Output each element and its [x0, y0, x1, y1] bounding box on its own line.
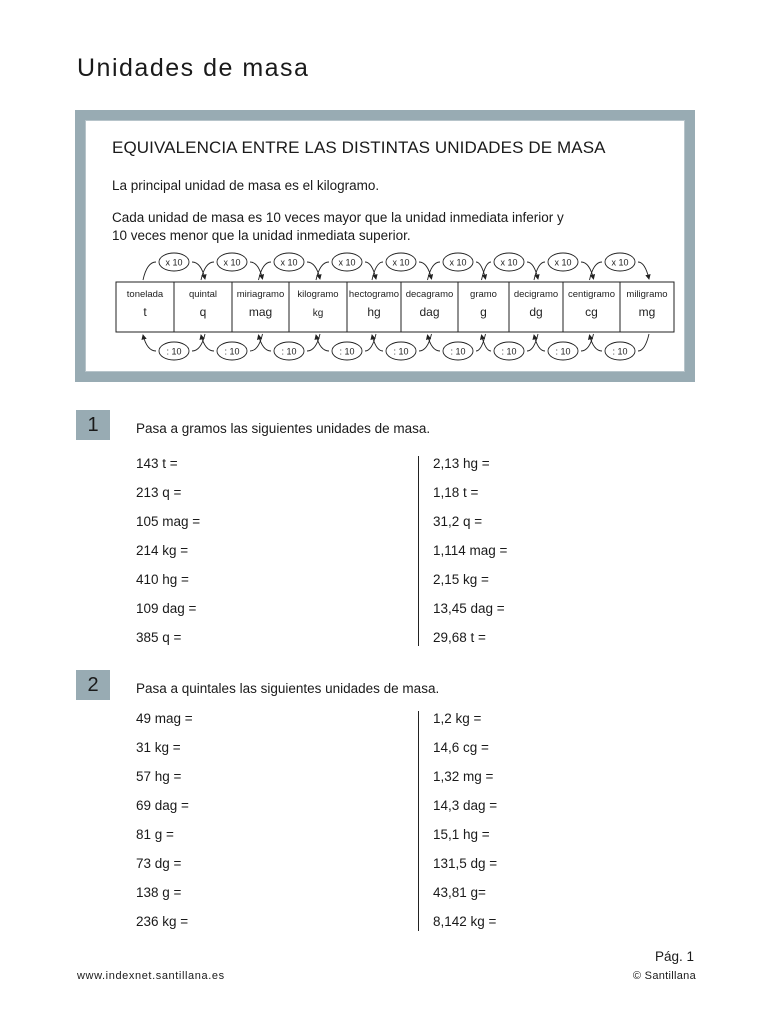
- unit-name: hectogramo: [348, 289, 400, 300]
- exercise-1-right-column: [433, 457, 507, 660]
- exercise-2-right-item: 14,6 cg =: [433, 740, 489, 755]
- multiply-arrow: [419, 262, 432, 279]
- unit-name: miligramo: [626, 289, 668, 300]
- multiply-arrow: [192, 262, 205, 279]
- unit-symbol: kg: [312, 308, 324, 319]
- divide-arrow: [259, 335, 272, 351]
- unit-name: gramo: [470, 289, 497, 300]
- exercise-1-left-column: [136, 457, 200, 660]
- divide-arrow: [428, 335, 441, 351]
- exercise-2-right-item: 8,142 kg =: [433, 914, 497, 929]
- exercise-2-right-item: 43,81 g=: [433, 885, 486, 900]
- multiply-label: x 10: [223, 257, 241, 268]
- unit-name: quintal: [189, 289, 217, 300]
- divide-arrow: [316, 335, 329, 351]
- exercise-2-left-item: 31 kg =: [136, 740, 181, 755]
- unit-symbol: g: [480, 305, 487, 319]
- multiply-arrow-tail: [143, 262, 156, 280]
- exercise-1-right-item: 2,13 hg =: [433, 456, 490, 471]
- equivalence-line-1: La principal unidad de masa es el kilogramo.: [112, 178, 380, 193]
- unit-symbol: t: [143, 305, 147, 319]
- multiply-label: x 10: [280, 257, 298, 268]
- unit-name: decigramo: [513, 289, 559, 300]
- exercise-2-left-item: 138 g =: [136, 885, 182, 900]
- unit-name: kilogramo: [297, 289, 339, 300]
- exercise-2-left-item: 73 dg =: [136, 856, 182, 871]
- divide-label: : 10: [501, 346, 517, 357]
- exercise-2-right-item: 1,2 kg =: [433, 711, 482, 726]
- divide-label: : 10: [612, 346, 628, 357]
- exercise-1-right-item: 29,68 t =: [433, 630, 486, 645]
- page-title: Unidades de masa: [77, 54, 310, 82]
- unit-symbol: dag: [419, 305, 440, 319]
- exercise-2-right-item: 1,32 mg =: [433, 769, 494, 784]
- multiply-label: x 10: [449, 257, 467, 268]
- divide-arrow-tail: [638, 334, 649, 351]
- multiply-label: x 10: [392, 257, 410, 268]
- multiply-arrow: [581, 262, 594, 279]
- exercise-2-number: 2: [76, 670, 110, 700]
- divide-arrow: [143, 335, 156, 351]
- exercise-2-instruction: Pasa a quintales las siguientes unidades de masa.: [136, 681, 440, 696]
- divide-arrow: [201, 335, 214, 351]
- exercise-2-left-item: 69 dag =: [136, 798, 189, 813]
- exercise-1-left-item: 385 q =: [136, 630, 182, 645]
- exercise-1-divider: [418, 456, 419, 646]
- exercise-1-right-item: 1,114 mag =: [433, 543, 508, 558]
- exercise-1-instruction: Pasa a gramos las siguientes unidades de masa.: [136, 421, 431, 436]
- multiply-arrow-tail: [316, 262, 329, 280]
- exercise-1-right-item: 2,15 kg =: [433, 572, 489, 587]
- units-conversion-diagram: [75, 110, 695, 382]
- unit-symbol: hg: [367, 305, 381, 319]
- exercise-1-right-item: 13,45 dag =: [433, 601, 505, 616]
- multiply-arrow: [307, 262, 320, 279]
- exercise-1-left-item: 143 t =: [136, 456, 178, 471]
- equivalence-line-3: 10 veces menor que la unidad inmediata superior.: [112, 228, 411, 243]
- unit-symbol: dg: [529, 305, 543, 319]
- exercise-1-left-item: 105 mag =: [136, 514, 201, 529]
- unit-symbol: mg: [638, 305, 656, 319]
- footer-website: www.indexnet.santillana.es: [77, 970, 225, 982]
- multiply-label: x 10: [611, 257, 629, 268]
- equivalence-line-2: Cada unidad de masa es 10 veces mayor que la unidad inmediata inferior y: [112, 210, 564, 225]
- exercise-2-left-item: 81 g =: [136, 827, 174, 842]
- multiply-arrow: [638, 262, 649, 279]
- exercise-1-right-item: 31,2 q =: [433, 514, 483, 529]
- exercise-2-left-item: 236 kg =: [136, 914, 189, 929]
- exercise-1-left-item: 109 dag =: [136, 601, 197, 616]
- unit-symbol: cg: [585, 305, 598, 319]
- exercise-1-number: 1: [76, 410, 110, 440]
- exercise-2-left-item: 57 hg =: [136, 769, 182, 784]
- multiply-arrow-tail: [201, 262, 214, 280]
- exercise-2-right-item: 131,5 dg =: [433, 856, 498, 871]
- unit-name: miriagramo: [236, 289, 285, 300]
- exercise-2-right-item: 15,1 hg =: [433, 827, 490, 842]
- exercise-1-left-item: 214 kg =: [136, 543, 189, 558]
- exercise-1-left-item: 410 hg =: [136, 572, 189, 587]
- unit-name: decagramo: [405, 289, 454, 300]
- unit-symbol: mag: [248, 305, 273, 319]
- exercise-2-left-item: 49 mag =: [136, 711, 193, 726]
- divide-label: : 10: [281, 346, 297, 357]
- exercise-1-left-item: 213 q =: [136, 485, 182, 500]
- divide-arrow: [590, 335, 603, 351]
- unit-symbol: q: [199, 305, 207, 319]
- exercise-2-left-column: [136, 712, 193, 944]
- exercise-1-right-item: 1,18 t =: [433, 485, 479, 500]
- divide-label: : 10: [339, 346, 355, 357]
- multiply-label: x 10: [338, 257, 356, 268]
- exercise-2-right-item: 14,3 dag =: [433, 798, 498, 813]
- divide-label: : 10: [393, 346, 409, 357]
- page-number: Pág. 1: [654, 949, 694, 964]
- equivalence-content: [75, 110, 695, 382]
- multiply-arrow: [250, 262, 263, 279]
- equivalence-title: EQUIVALENCIA ENTRE LAS DISTINTAS UNIDADES DE MASA: [112, 138, 606, 157]
- multiply-label: x 10: [165, 257, 183, 268]
- unit-name: centigramo: [568, 289, 615, 300]
- footer-copyright: © Santillana: [632, 970, 696, 982]
- exercise-2-right-column: [433, 712, 497, 944]
- multiply-label: x 10: [554, 257, 572, 268]
- unit-name: tonelada: [126, 289, 164, 300]
- divide-label: : 10: [224, 346, 240, 357]
- divide-label: : 10: [555, 346, 571, 357]
- multiply-label: x 10: [500, 257, 518, 268]
- divide-label: : 10: [450, 346, 466, 357]
- exercise-2-divider: [418, 711, 419, 931]
- divide-label: : 10: [166, 346, 182, 357]
